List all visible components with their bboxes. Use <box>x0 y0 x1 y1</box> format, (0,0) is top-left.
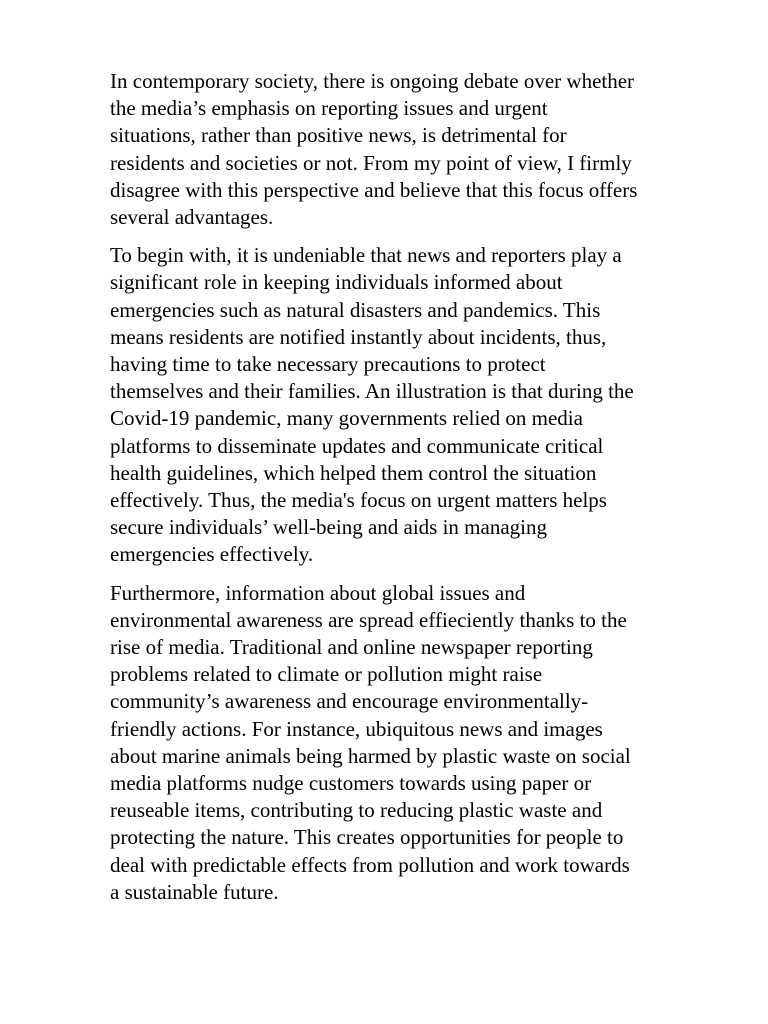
text-line: community’s awareness and encourage environmentally- <box>110 689 589 714</box>
text-line: environmental awareness are spread effieciently thanks to the <box>110 607 627 632</box>
text-line: platforms to disseminate updates and communicate critical <box>110 433 604 458</box>
text-line: reuseable items, contributing to reducing plastic waste and <box>110 798 603 823</box>
text-line: effectively. Thus, the media's focus on urgent matters helps <box>110 488 607 513</box>
text-line: emergencies effectively. <box>110 542 314 567</box>
text-line: a sustainable future. <box>110 879 279 904</box>
text-line: Furthermore, information about global issues and <box>110 580 526 605</box>
text-line: Covid-19 pandemic, many governments relied on media <box>110 406 583 431</box>
text-line: disagree with this perspective and believe that this focus offers <box>110 177 638 202</box>
text-line: secure individuals’ well-being and aids in managing <box>110 515 547 540</box>
text-line: rise of media. Traditional and online newspaper reporting <box>110 635 593 660</box>
text-line: means residents are notified instantly about incidents, thus, <box>110 324 607 349</box>
paragraph-body-1 <box>110 242 700 568</box>
text-line: media platforms nudge customers towards using paper or <box>110 771 592 796</box>
paragraph-body-2 <box>110 580 700 906</box>
text-line: protecting the nature. This creates opportunities for people to <box>110 825 624 850</box>
text-line: problems related to climate or pollution might raise <box>110 662 543 687</box>
text-line: friendly actions. For instance, ubiquitous news and images <box>110 716 603 741</box>
text-line: health guidelines, which helped them control the situation <box>110 460 597 485</box>
text-line: significant role in keeping individuals informed about <box>110 270 563 295</box>
text-line: emergencies such as natural disasters and pandemics. This <box>110 297 601 322</box>
text-line: In contemporary society, there is ongoing debate over whether <box>110 69 635 93</box>
text-line: themselves and their families. An illustration is that during the <box>110 379 634 404</box>
text-line: the media’s emphasis on reporting issues and urgent <box>110 96 548 121</box>
text-line: situations, rather than positive news, is detrimental for <box>110 123 567 148</box>
document-body <box>110 68 700 917</box>
text-line: having time to take necessary precautions to protect <box>110 352 546 377</box>
paragraph-introduction <box>110 68 700 231</box>
text-line: To begin with, it is undeniable that news and reporters play a <box>110 243 622 268</box>
text-line: deal with predictable effects from pollution and work towards <box>110 852 630 877</box>
text-line: about marine animals being harmed by plastic waste on social <box>110 743 631 768</box>
text-line: residents and societies or not. From my point of view, I firmly <box>110 150 632 175</box>
text-line: several advantages. <box>110 205 274 230</box>
